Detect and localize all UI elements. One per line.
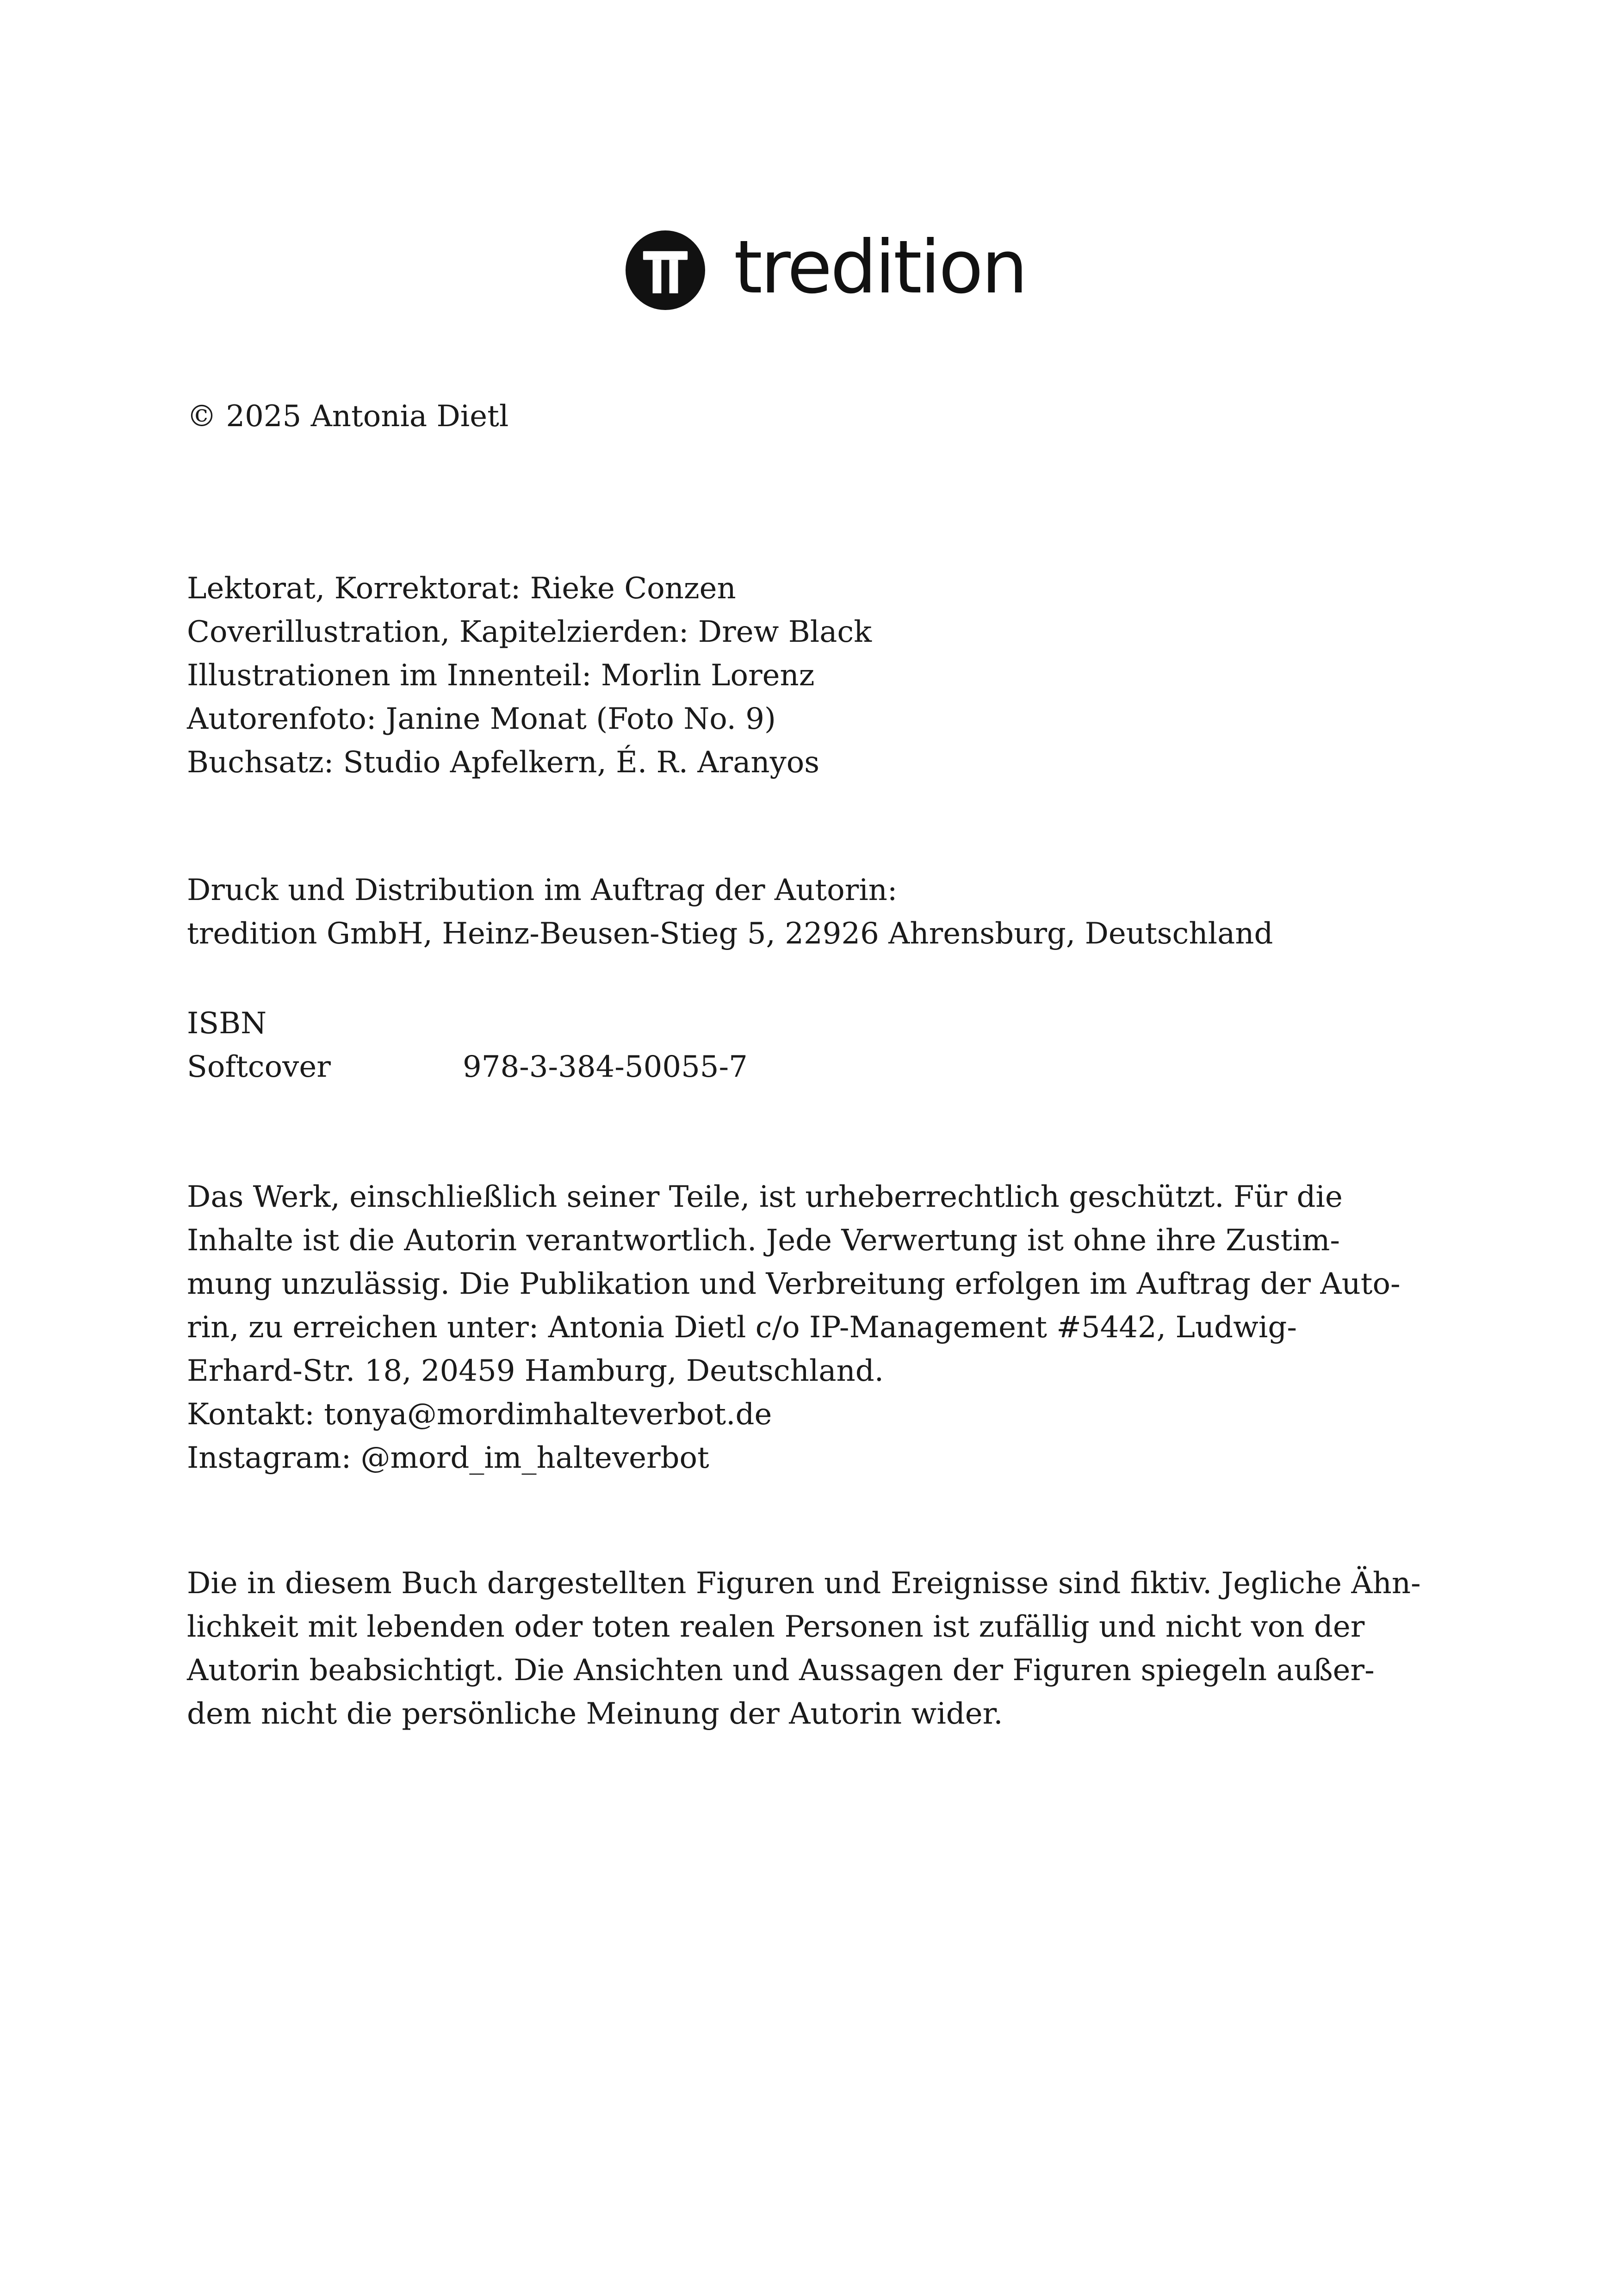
credits-block [187, 567, 1436, 784]
credit-line: Autorenfoto: Janine Monat (Foto No. 9) [187, 702, 776, 736]
contact-email: Kontakt: tonya@mordimhalteverbot.de [187, 1397, 772, 1432]
disclaimer-line: lichkeit mit lebenden oder toten realen Personen ist zufällig und nicht von der [187, 1610, 1365, 1644]
distribution-line: Druck und Distribution im Auftrag der Autorin: [187, 873, 898, 907]
disclaimer-line: Die in diesem Buch dargestellten Figuren und Ereignisse sind fiktiv. Jegliche Ähn- [187, 1566, 1421, 1601]
isbn-number: 978-3-384-50055-7 [463, 1050, 748, 1084]
distribution-address: tredition GmbH, Heinz-Beusen-Stieg 5, 22926 Ahrensburg, Deutschland [187, 917, 1273, 951]
distribution-block [187, 869, 1436, 956]
credit-line: Lektorat, Korrektorat: Rieke Conzen [187, 571, 736, 606]
logo-wordmark: tredition [734, 225, 1026, 310]
legal-line: Erhard-Str. 18, 20459 Hamburg, Deutschland. [187, 1354, 884, 1388]
publisher-logo [626, 224, 1026, 316]
legal-line: Das Werk, einschließlich seiner Teile, ist urheberrechtlich geschützt. Für die [187, 1180, 1343, 1214]
copyright-notice: © 2025 Antonia Dietl [187, 399, 509, 434]
legal-line: Inhalte ist die Autorin verantwortlich. Jede Verwertung ist ohne ihre Zustim- [187, 1223, 1340, 1258]
isbn-format: Softcover [187, 1050, 331, 1084]
credit-line: Illustrationen im Innenteil: Morlin Lorenz [187, 658, 815, 693]
isbn-heading: ISBN [187, 1006, 267, 1041]
legal-line: mung unzulässig. Die Publikation und Verbreitung erfolgen im Auftrag der Auto- [187, 1267, 1401, 1301]
tredition-logo-icon [626, 230, 705, 310]
credit-line: Coverillustration, Kapitelzierden: Drew Black [187, 615, 872, 649]
disclaimer-block [187, 1562, 1436, 1736]
credit-line: Buchsatz: Studio Apfelkern, É. R. Aranyos [187, 745, 820, 780]
legal-line: rin, zu erreichen unter: Antonia Dietl c/o IP-Management #5442, Ludwig- [187, 1310, 1297, 1345]
legal-block [187, 1175, 1436, 1480]
isbn-block [187, 1002, 1436, 1089]
isbn-row [187, 1045, 1436, 1089]
disclaimer-line: Autorin beabsichtigt. Die Ansichten und Aussagen der Figuren spiegeln außer- [187, 1653, 1375, 1688]
instagram-handle: Instagram: @mord_im_halteverbot [187, 1441, 709, 1475]
disclaimer-line: dem nicht die persönliche Meinung der Autorin wider. [187, 1697, 1003, 1731]
